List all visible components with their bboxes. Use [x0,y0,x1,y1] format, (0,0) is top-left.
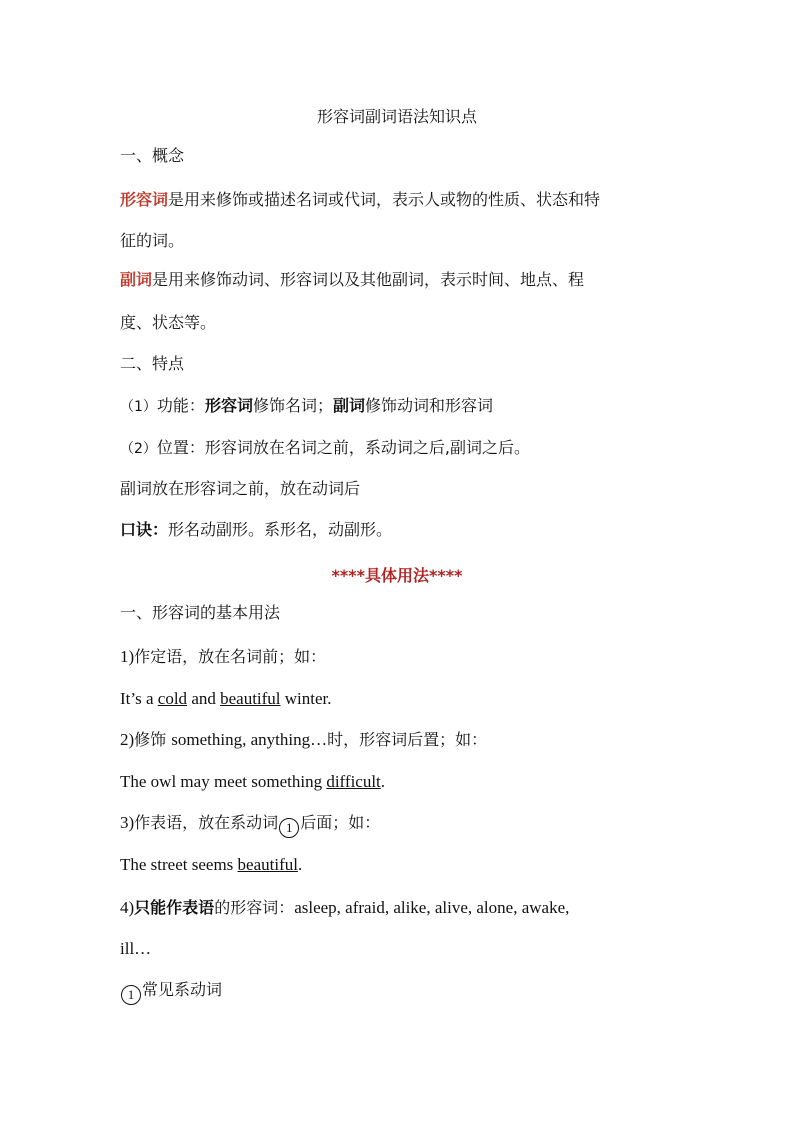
feature-number: （1） [120,399,157,415]
usage-item-4-line2: ill… [120,939,152,958]
usage-item-3 [120,813,380,838]
example-text: and [187,689,221,708]
adverb-position-note: 副词放在形容词之前，放在动词后 [120,479,361,498]
feature-adv-term: 副词 [332,396,365,415]
example-3 [120,855,302,875]
section-heading-concept: 一、概念 [120,146,185,165]
example-underlined-word: difficult [326,772,381,791]
mnemonic-label: 口诀： [120,520,169,539]
adjective-definition-text: 是用来修饰或描述名词或代词，表示人或物的性质、状态和特 [168,190,601,209]
footnote-marker[interactable]: 1 [279,818,299,838]
usage-item-4 [120,898,569,918]
adjective-term: 形容词 [120,190,169,209]
feature-label: 功能： [156,396,205,415]
mnemonic [120,520,392,540]
usage-number: 3) [120,813,135,832]
example-2 [120,772,385,792]
adverb-definition-line1 [120,270,584,290]
example-text: winter. [280,689,332,708]
usage-number: 2) [120,730,135,749]
usage-english-words: asleep, afraid, alike, alive, alone, awake, [294,898,570,917]
example-underlined-word: cold [157,689,188,708]
feature-position [120,438,530,459]
adverb-definition-text: 是用来修饰动词、形容词以及其他副词，表示时间、地点、程 [152,270,585,289]
usage-text: 修饰 [134,730,172,749]
usage-bold-text: 只能作表语 [134,898,215,917]
feature-number: （2） [120,441,157,457]
feature-position-text: 位置：形容词放在名词之前，系动词之后,副词之后。 [156,438,531,457]
usage-text: 作表语，放在系动词 [134,813,279,832]
usage-item-2 [120,730,487,750]
adjective-definition-line1 [120,190,600,210]
usage-text: 时，形容词后置；如： [327,730,488,749]
feature-adv-text: 修饰动词和形容词 [364,396,493,415]
feature-adj-text: 修饰名词； [252,396,333,415]
section-heading-features: 二、特点 [120,354,185,373]
example-1 [120,689,332,709]
adverb-term: 副词 [120,270,153,289]
adverb-definition-line2: 度、状态等。 [120,313,217,332]
example-underlined-word: beautiful [237,855,298,874]
example-text: . [380,772,386,791]
usage-number: 4) [120,898,135,917]
usage-number: 1) [120,647,135,666]
footnote-text: 常见系动词 [142,980,223,999]
usage-text: 的形容词： [214,898,295,917]
example-text: The street seems [120,855,238,874]
usage-english-words: something, anything… [171,730,328,749]
example-underlined-word: beautiful [220,689,281,708]
example-text: The owl may meet something [120,772,327,791]
usage-text: 后面；如： [300,813,381,832]
footnote-marker: 1 [121,985,141,1005]
footnote [120,980,222,1005]
section-heading-adj-usage: 一、形容词的基本用法 [120,603,281,622]
feature-adj-term: 形容词 [204,396,253,415]
usage-text: 作定语，放在名词前；如： [134,647,327,666]
example-text: . [297,855,303,874]
feature-function [120,396,493,417]
usage-banner: ****具体用法**** [331,566,463,585]
mnemonic-text: 形名动副形。系形名，动副形。 [168,520,393,539]
example-text: It’s a [120,689,158,708]
adjective-definition-line2: 征的词。 [120,231,185,250]
usage-item-1 [120,647,326,667]
page-title: 形容词副词语法知识点 [316,107,477,126]
